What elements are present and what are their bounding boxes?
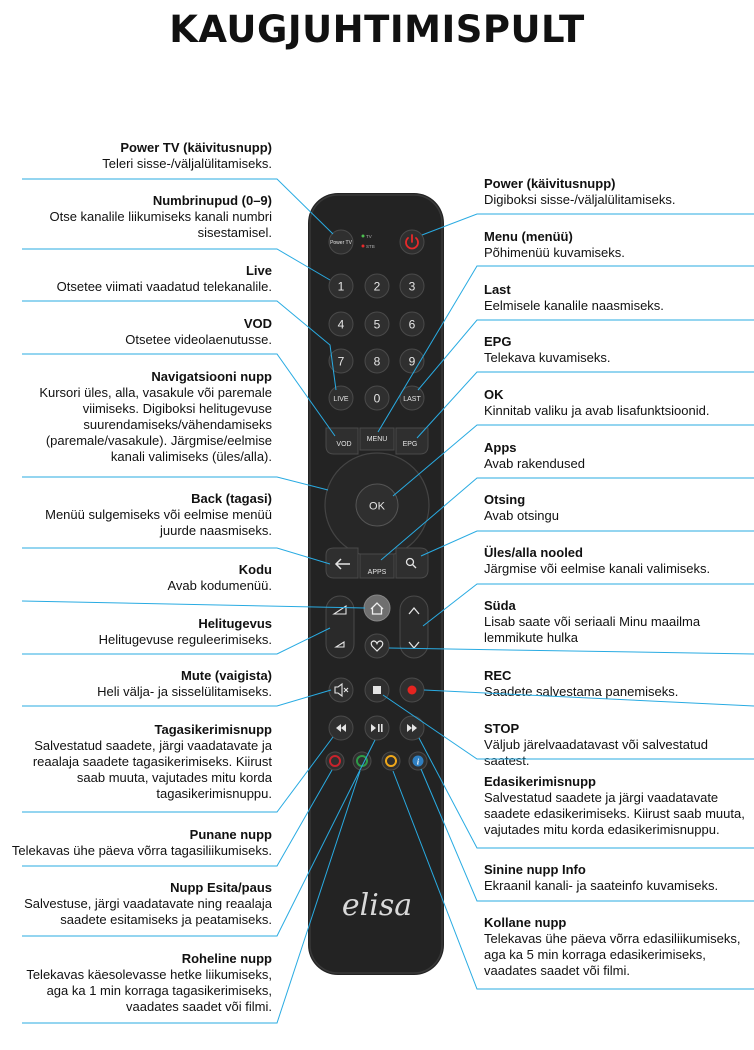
- yellow-button[interactable]: [382, 752, 400, 770]
- elisa-logo: elisa: [341, 888, 413, 923]
- annotation-desc: Otsetee viimati vaadatud telekanalile.: [56, 279, 272, 294]
- vod-label: VOD: [336, 441, 352, 448]
- rec-icon: [408, 686, 417, 695]
- annotation-desc: Heli välja- ja sisselülitamiseks.: [97, 684, 272, 699]
- annotation-desc: Ekraanil kanali- ja saateinfo kuvamiseks.: [484, 878, 719, 893]
- annotation-desc: Menüü sulgemiseks või eelmise menüü juurde naasmiseks.: [45, 507, 272, 538]
- annotation-desc: Otsetee videolaenutusse.: [125, 332, 272, 347]
- annotation-desc: Digiboksi sisse-/väljalülitamiseks.: [484, 192, 676, 207]
- leader-fast-forward: [416, 738, 754, 848]
- annotation-title: Sinine nupp Info: [484, 862, 586, 877]
- leader-blue-button: [421, 769, 754, 901]
- led-stb-label: STB: [366, 244, 375, 249]
- digit-button-3[interactable]: [400, 274, 424, 298]
- annotation-title: REC: [484, 668, 512, 683]
- leader-search: [421, 531, 754, 556]
- annotation-title: Last: [484, 282, 511, 297]
- volume-rocker: [326, 596, 354, 658]
- annotation-desc: Salvestuse, järgi vaadatavate ning reaalaja saadete esitamiseks ja peatamiseks.: [24, 896, 272, 927]
- annotation-desc: Avab kodumenüü.: [167, 578, 272, 593]
- leader-live: [22, 301, 336, 390]
- leader-mute: [22, 690, 331, 706]
- leader-volume: [22, 628, 330, 654]
- live-button[interactable]: [329, 386, 353, 410]
- annotation-title: Kollane nupp: [484, 915, 567, 930]
- annotation-title: Roheline nupp: [181, 951, 272, 966]
- ok-button[interactable]: [356, 484, 398, 526]
- leader-number-buttons: [22, 249, 330, 280]
- digit-button-4[interactable]: [329, 312, 353, 336]
- digit-label: 0: [373, 391, 381, 406]
- annotation-title: Power (käivitusnupp): [484, 176, 616, 191]
- leader-red-button: [22, 770, 332, 866]
- menu-button[interactable]: [360, 428, 394, 450]
- annotation-desc: Saadete salvestama panemiseks.: [484, 684, 679, 699]
- green-button[interactable]: [353, 752, 371, 770]
- play-pause-button[interactable]: [365, 716, 389, 740]
- annotation-title: Tagasikerimisnupp: [154, 722, 272, 737]
- annotation-desc: Salvestatud saadete ja järgi vaadatavate saadete edasikerimiseks. Kiirust saab muuta, vajutades mitu korda edasikerimisnuppu.: [484, 790, 745, 837]
- digit-button-0[interactable]: [365, 386, 389, 410]
- annotation-desc: Kursori üles, alla, vasakule või paremale viimiseks. Digiboksi helitugevuse suurendamiseks/vähendamiseks (paremale/vasakule). Järgmise/eelmise kanali valimiseks (üles/alla).: [39, 385, 272, 464]
- digit-button-2[interactable]: [365, 274, 389, 298]
- annotation-desc: Järgmise või eelmise kanali valimiseks.: [484, 561, 711, 576]
- annotation-desc: Põhimenüü kuvamiseks.: [484, 245, 625, 260]
- search-button[interactable]: [396, 548, 428, 578]
- annotation-desc: Avab otsingu: [484, 508, 559, 523]
- leader-last: [418, 320, 754, 390]
- ok-label: OK: [369, 500, 385, 513]
- annotation-desc: Väljub järelvaadatavast või salvestatud saatest.: [484, 737, 709, 768]
- digit-label: 9: [408, 354, 416, 369]
- annotation-title: Menu (menüü): [484, 229, 573, 244]
- apps-button[interactable]: [360, 554, 394, 578]
- annotation-desc: Helitugevuse reguleerimiseks.: [98, 632, 272, 647]
- annotation-desc: Telekava kuvamiseks.: [484, 350, 611, 365]
- digit-button-6[interactable]: [400, 312, 424, 336]
- annotation-title: Otsing: [484, 492, 526, 507]
- digit-button-1[interactable]: [329, 274, 353, 298]
- leader-navigation: [22, 477, 328, 490]
- digit-button-5[interactable]: [365, 312, 389, 336]
- leader-power: [422, 214, 754, 235]
- leader-rec: [424, 690, 754, 706]
- annotation-title: Live: [245, 263, 272, 278]
- digit-label: 4: [337, 317, 345, 332]
- back-button[interactable]: [326, 548, 358, 578]
- annotation-title: Mute (vaigista): [180, 668, 272, 683]
- digit-label: 7: [337, 354, 345, 369]
- page-title: KAUGJUHTIMISPULT: [169, 8, 585, 51]
- annotation-title: Süda: [484, 598, 516, 613]
- led-stb-indicator: [362, 245, 365, 248]
- digit-label: 2: [373, 279, 381, 294]
- annotation-title: OK: [484, 387, 504, 402]
- stop-button[interactable]: [365, 678, 389, 702]
- apps-label: APPS: [367, 569, 387, 576]
- annotation-title: Kodu: [238, 562, 272, 577]
- info-glyph: i: [416, 757, 420, 767]
- digit-label: 1: [337, 279, 345, 294]
- annotation-desc: Otse kanalile liikumiseks kanali numbri sisestamisel.: [49, 209, 272, 240]
- leader-rewind: [22, 737, 333, 812]
- annotation-title: Edasikerimisnupp: [484, 774, 596, 789]
- annotation-desc: Kinnitab valiku ja avab lisafunktsioonid.: [484, 403, 710, 418]
- home-button[interactable]: [364, 595, 390, 621]
- heart-button[interactable]: [365, 634, 389, 658]
- annotation-desc: Telekavas käesolevasse hetke liikumiseks, aga ka 1 min korraga tagasikerimiseks, vaadates saadet või filmi.: [26, 967, 272, 1014]
- annotation-title: EPG: [484, 334, 512, 349]
- annotation-title: Üles/alla nooled: [484, 545, 583, 560]
- leader-back: [22, 548, 330, 564]
- annotation-desc: Telekavas ühe päeva võrra tagasiliikumiseks.: [11, 843, 272, 858]
- power-button[interactable]: [400, 230, 424, 254]
- last-label: LAST: [403, 396, 421, 403]
- annotation-title: Punane nupp: [189, 827, 272, 842]
- leader-power-tv: [22, 179, 333, 234]
- annotation-desc: Lisab saate või seriaali Minu maailma lemmikute hulka: [484, 614, 701, 645]
- annotation-title: Helitugevus: [198, 616, 272, 631]
- epg-label: EPG: [402, 441, 418, 448]
- remote-body: [308, 193, 444, 975]
- menu-label: MENU: [366, 436, 388, 443]
- fast-forward-button[interactable]: [400, 716, 424, 740]
- annotation-title: Nupp Esita/paus: [170, 880, 272, 895]
- led-tv-label: TV: [366, 234, 372, 239]
- digit-button-8[interactable]: [365, 349, 389, 373]
- leader-ok: [393, 425, 754, 496]
- leader-epg: [417, 372, 754, 438]
- blue-info-button[interactable]: [409, 752, 427, 770]
- leader-vod: [22, 354, 335, 436]
- digit-label: 5: [373, 317, 381, 332]
- annotation-title: Numbrinupud (0–9): [152, 193, 272, 208]
- annotation-title: VOD: [243, 316, 272, 331]
- annotation-title: STOP: [484, 721, 520, 736]
- digit-label: 6: [408, 317, 416, 332]
- annotation-desc: Eelmisele kanalile naasmiseks.: [484, 298, 664, 313]
- led-tv-indicator: [362, 235, 365, 238]
- digit-label: 3: [408, 279, 416, 294]
- rec-button[interactable]: [400, 678, 424, 702]
- leader-yellow-button: [393, 771, 754, 989]
- annotation-desc: Teleri sisse-/väljalülitamiseks.: [102, 156, 272, 171]
- annotation-desc: Avab rakendused: [484, 456, 585, 471]
- annotation-title: Apps: [484, 440, 517, 455]
- annotation-title: Back (tagasi): [191, 491, 272, 506]
- vod-button[interactable]: [326, 428, 358, 454]
- leader-up-down-arrows: [423, 584, 754, 626]
- annotation-title: Power TV (käivitusnupp): [120, 140, 272, 155]
- power-tv-label: Power TV: [330, 240, 352, 246]
- red-button[interactable]: [326, 752, 344, 770]
- live-label: LIVE: [333, 396, 349, 403]
- mute-button[interactable]: [329, 678, 353, 702]
- annotation-desc: Salvestatud saadete, järgi vaadatavate ja reaalaja saadete tagasikerimiseks. Kiirust saab muuta, vajutades mitu korda tagasikerimisnuppu.: [32, 738, 272, 801]
- remote-control: [308, 193, 444, 975]
- digit-label: 8: [373, 354, 381, 369]
- annotation-desc: Telekavas ühe päeva võrra edasiliikumiseks, aga ka 5 min korraga edasikerimiseks, vaadates saadet või filmi.: [484, 931, 741, 978]
- stop-icon: [373, 686, 381, 694]
- rewind-button[interactable]: [329, 716, 353, 740]
- annotation-title: Navigatsiooni nupp: [151, 369, 272, 384]
